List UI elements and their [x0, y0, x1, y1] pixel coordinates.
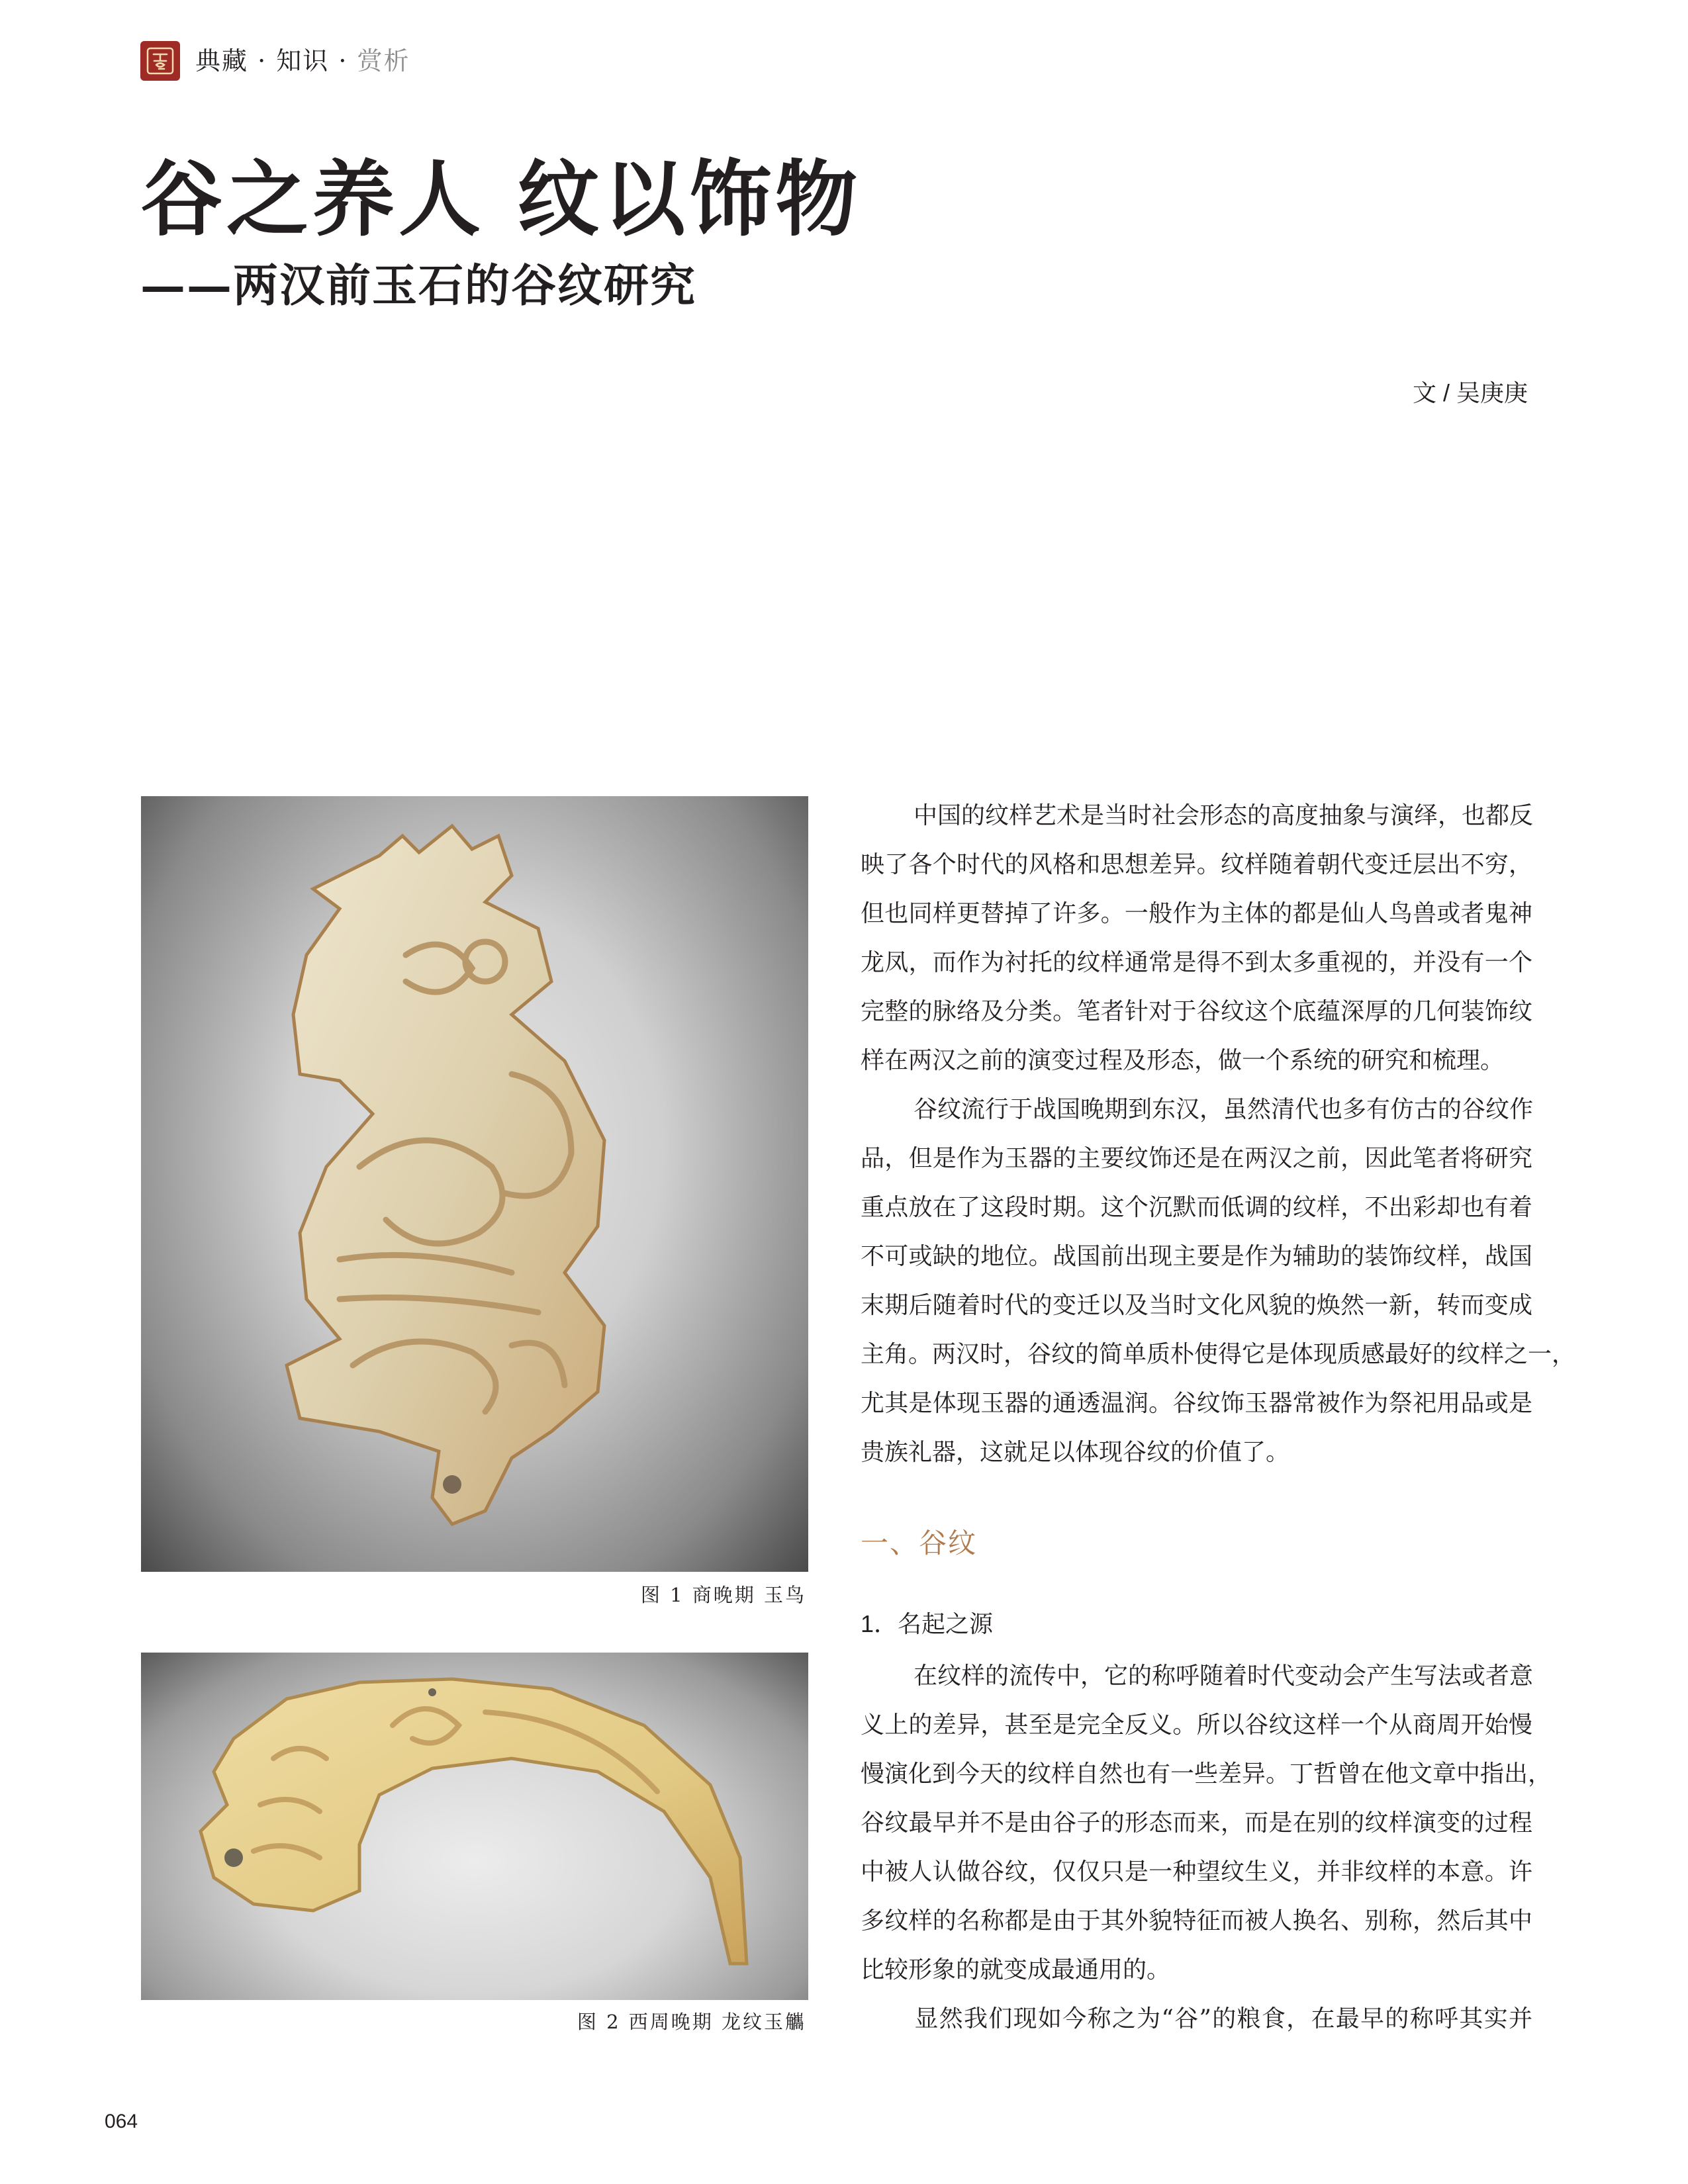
text-line: 重点放在了这段时期。这个沉默而低调的纹样，不出彩却也有着 [861, 1194, 1532, 1221]
text-line: 品，但是作为玉器的主要纹饰还是在两汉之前，因此笔者将研究 [861, 1145, 1532, 1172]
text-line: 完整的脉络及分类。笔者针对于谷纹这个底蕴深厚的几何装饰纹 [861, 998, 1532, 1025]
body-column [861, 792, 1576, 2044]
text-line: 谷纹最早并不是由谷子的形态而来，而是在别的纹样演变的过程 [861, 1809, 1532, 1837]
paragraph-1 [861, 792, 1532, 1085]
figure-2-photo [141, 1653, 808, 2000]
text-line: 显然我们现如今称之为“谷”的粮食，在最早的称呼其实并 [914, 2005, 1532, 2032]
text-line: 在纹样的流传中，它的称呼随着时代变动会产生写法或者意 [914, 1662, 1534, 1690]
section-current: 赏析 [357, 46, 410, 75]
subsection-heading: 1．名起之源 [861, 1610, 994, 1637]
text-line: 贵族礼器，这就足以体现谷纹的价值了。 [861, 1439, 1290, 1466]
text-line: 样在两汉之前的演变过程及形态，做一个系统的研究和梳理。 [861, 1047, 1505, 1074]
section-breadcrumb [195, 44, 410, 78]
figure-2-caption: 图 2 西周晚期 龙纹玉觿 [577, 2011, 806, 2033]
article-subtitle: ——两汉前玉石的谷纹研究 [140, 259, 697, 312]
section-main: 典藏 · 知识 · [195, 46, 357, 75]
figure-1-caption: 图 1 商晚期 玉鸟 [640, 1584, 806, 1606]
paragraph-4 [861, 1995, 1532, 2044]
magazine-logo [140, 41, 180, 81]
text-line: 慢演化到今天的纹样自然也有一些差异。丁哲曾在他文章中指出， [861, 1760, 1552, 1788]
text-line: 谷纹流行于战国晚期到东汉，虽然清代也多有仿古的谷纹作 [914, 1096, 1534, 1123]
paragraph-2 [861, 1085, 1576, 1477]
text-line: 中国的纹样艺术是当时社会形态的高度抽象与演绎，也都反 [914, 802, 1534, 829]
page-number: 064 [105, 2111, 138, 2132]
text-line: 中被人认做谷纹，仅仅只是一种望纹生义，并非纹样的本意。许 [861, 1858, 1532, 1886]
section-heading: 一、谷纹 [861, 1527, 978, 1559]
text-line: 主角。两汉时，谷纹的简单质朴使得它是体现质感最好的纹样之一， [861, 1341, 1576, 1368]
text-line: 比较形象的就变成最通用的。 [861, 1956, 1171, 1983]
text-line: 不可或缺的地位。战国前出现主要是作为辅助的装饰纹样，战国 [861, 1243, 1532, 1270]
figure-1-photo [141, 796, 808, 1572]
text-line: 龙凤，而作为衬托的纹样通常是得不到太多重视的，并没有一个 [861, 949, 1532, 976]
text-line: 义上的差异，甚至是完全反义。所以谷纹这样一个从商周开始慢 [861, 1711, 1532, 1739]
author-byline: 文 / 吴庚庚 [1412, 379, 1528, 406]
seal-icon [146, 46, 175, 75]
text-line: 但也同样更替掉了许多。一般作为主体的都是仙人鸟兽或者鬼神 [861, 900, 1532, 927]
article-title: 谷之养人 纹以饰物 [140, 152, 862, 248]
paragraph-3 [861, 1652, 1552, 1995]
text-line: 尤其是体现玉器的通透温润。谷纹饰玉器常被作为祭祀用品或是 [861, 1390, 1532, 1417]
text-line: 多纹样的名称都是由于其外貌特征而被人换名、别称，然后其中 [861, 1907, 1532, 1934]
text-line: 末期后随着时代的变迁以及当时文化风貌的焕然一新，转而变成 [861, 1292, 1532, 1319]
text-line: 映了各个时代的风格和思想差异。纹样随着朝代变迁层出不穷， [861, 851, 1532, 878]
